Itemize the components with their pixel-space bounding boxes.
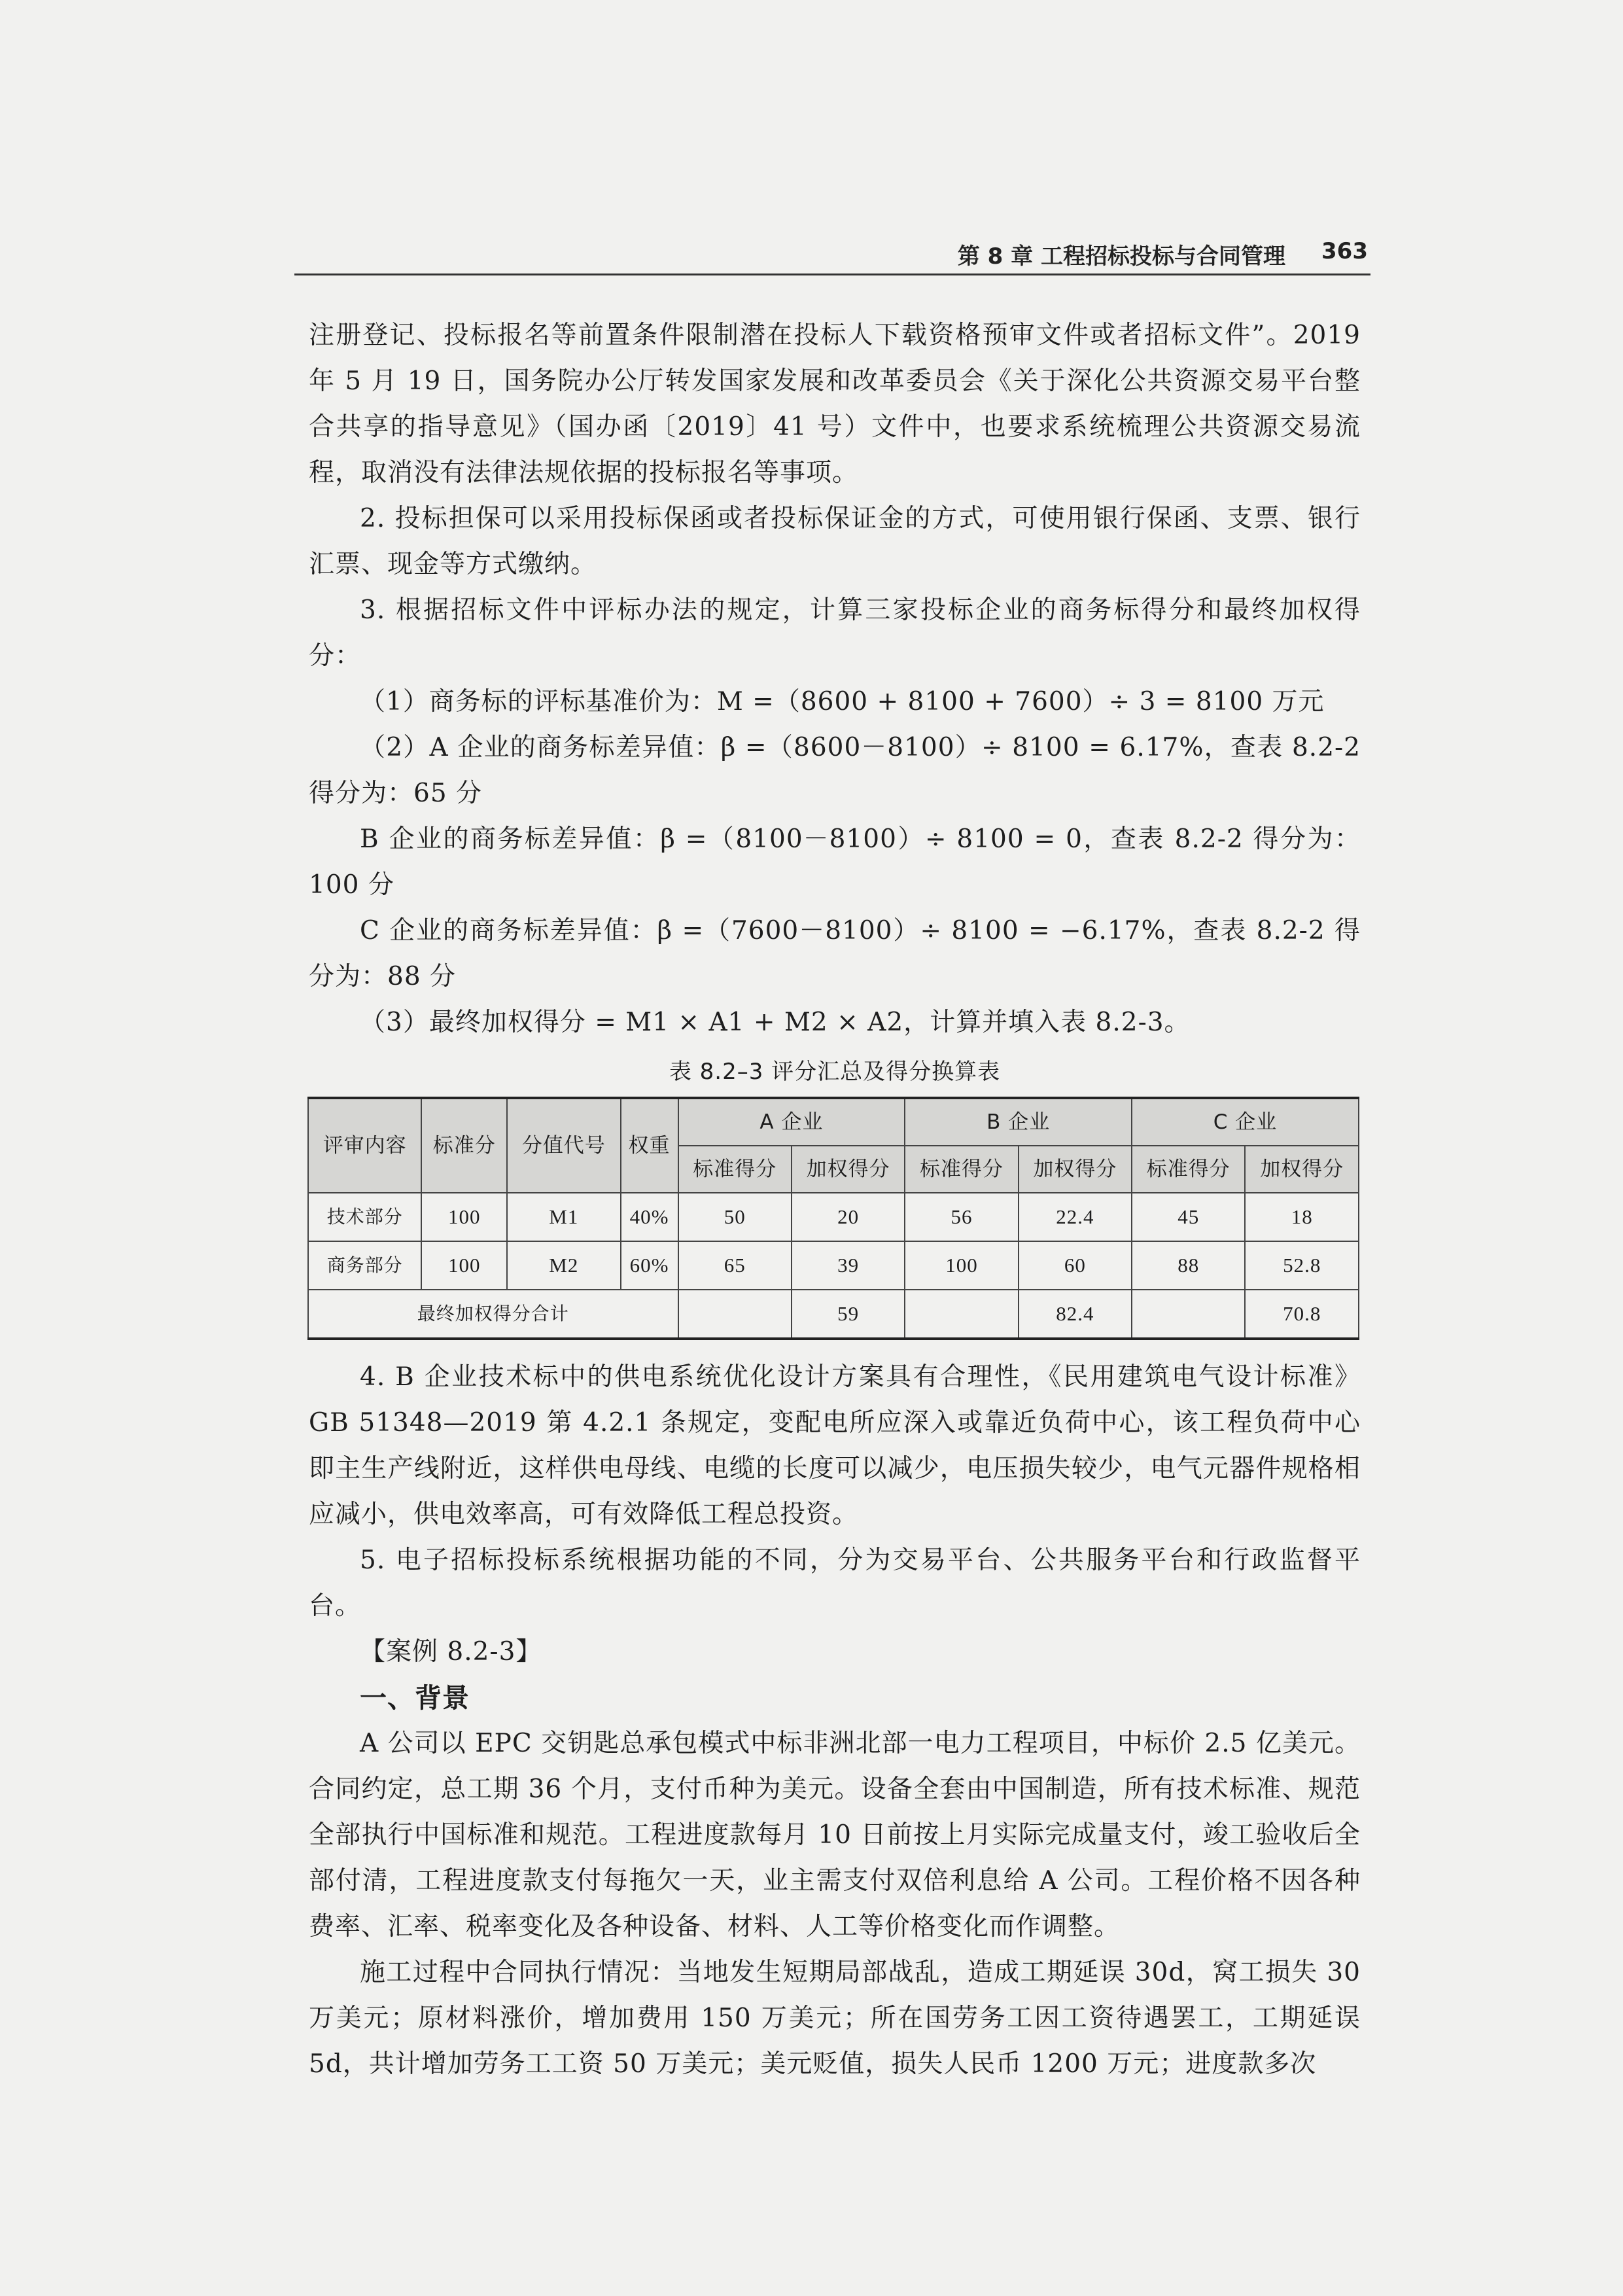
cell-standard: 100 (421, 1241, 507, 1290)
cell-a-weighted: 39 (792, 1241, 905, 1290)
paragraph: B 企业的商务标差异值：β =（8100－8100）÷ 8100 = 0，查表 8.2-2 得分为：100 分 (309, 824, 1361, 900)
paragraph: （2）A 企业的商务标差异值：β =（8600－8100）÷ 8100 = 6.17%，查表 8.2-2 得分为：65 分 (309, 733, 1361, 808)
cell-weight: 60% (621, 1241, 678, 1290)
paragraph: C 企业的商务标差异值：β =（7600－8100）÷ 8100 = −6.17%，查表 8.2-2 得分为：88 分 (309, 916, 1361, 991)
section-heading: 一、背景 (360, 1682, 470, 1714)
paragraph: （3）最终加权得分 = M1 × A1 + M2 × A2，计算并填入表 8.2-3。 (360, 1008, 1191, 1037)
cell-c-total: 70.8 (1245, 1290, 1359, 1339)
paragraph: A 公司以 EPC 交钥匙总承包模式中标非洲北部一电力工程项目，中标价 2.5 亿美元。合同约定，总工期 36 个月，支付币种为美元。设备全套由中国制造，所有技术标准、规范全部执行中国标准和规范。工程进度款每月 10 日前按上月实际完成量支付，竣工验收后全部付清，工程进度款支付每拖欠一天，业主需支付双倍利息给 A 公司。工程价格不因各种费率、汇率、税率变化及各种设备、材料、人工等价格变化而作调整。 (309, 1729, 1361, 1941)
cell-standard: 100 (421, 1193, 507, 1241)
paragraph: 注册登记、投标报名等前置条件限制潜在投标人下载资格预审文件或者招标文件”。2019 年 5 月 19 日，国务院办公厅转发国家发展和改革委员会《关于深化公共资源交易平台整合共享的指导意见》（国办函〔2019〕41 号）文件中，也要求系统梳理公共资源交易流程，取消没有法律法规依据的投标报名等事项。 (309, 321, 1361, 487)
header-code: 分值代号 (507, 1098, 620, 1193)
cell-a-std: 65 (678, 1241, 792, 1290)
cell-empty (905, 1290, 1018, 1339)
header-weight: 权重 (621, 1098, 678, 1193)
cell-c-std: 88 (1132, 1241, 1245, 1290)
table-row (308, 1193, 1359, 1241)
header-weighted-score: 加权得分 (1245, 1146, 1359, 1193)
cell-b-std: 56 (905, 1193, 1018, 1241)
paragraph: 施工过程中合同执行情况：当地发生短期局部战乱，造成工期延误 30d，窝工损失 30 万美元；原材料涨价，增加费用 150 万美元；所在国劳务工因工资待遇罢工，工期延误 5d，共计增加劳务工工资 50 万美元；美元贬值，损失人民币 1200 万元；进度款多次 (309, 1958, 1361, 2079)
header-weighted-score: 加权得分 (1019, 1146, 1132, 1193)
paragraph: 2. 投标担保可以采用投标保函或者投标保证金的方式，可使用银行保函、支票、银行汇票、现金等方式缴纳。 (309, 504, 1361, 579)
cell-b-total: 82.4 (1019, 1290, 1132, 1339)
paragraph: 5. 电子招标投标系统根据功能的不同，分为交易平台、公共服务平台和行政监督平台。 (309, 1545, 1361, 1621)
cell-code: M2 (507, 1241, 620, 1290)
paragraph: （1）商务标的评标基准价为：M =（8600 + 8100 + 7600）÷ 3 = 8100 万元 (360, 687, 1325, 716)
header-std-score: 标准得分 (678, 1146, 792, 1193)
cell-a-total: 59 (792, 1290, 905, 1339)
cell-c-weighted: 52.8 (1245, 1241, 1359, 1290)
cell-a-weighted: 20 (792, 1193, 905, 1241)
cell-empty (678, 1290, 792, 1339)
cell-empty (1132, 1290, 1245, 1339)
page-header (294, 234, 1370, 275)
chapter-title: 第 8 章 工程招标投标与合同管理 (957, 243, 1285, 270)
cell-weight: 40% (621, 1193, 678, 1241)
cell-a-std: 50 (678, 1193, 792, 1241)
case-label: 【案例 8.2-3】 (360, 1637, 542, 1667)
header-std-score: 标准得分 (1132, 1146, 1245, 1193)
header-company-b: B 企业 (905, 1098, 1132, 1146)
header-weighted-score: 加权得分 (792, 1146, 905, 1193)
table-caption: 表 8.2–3 评分汇总及得分换算表 (669, 1059, 1001, 1085)
header-standard: 标准分 (421, 1098, 507, 1193)
row-label: 商务部分 (308, 1241, 421, 1290)
header-review: 评审内容 (308, 1098, 421, 1193)
cell-b-weighted: 22.4 (1019, 1193, 1132, 1241)
header-company-a: A 企业 (678, 1098, 905, 1146)
header-std-score: 标准得分 (905, 1146, 1018, 1193)
page-number: 363 (1321, 238, 1368, 264)
cell-b-weighted: 60 (1019, 1241, 1132, 1290)
table-row (308, 1241, 1359, 1290)
paragraph: 3. 根据招标文件中评标办法的规定，计算三家投标企业的商务标得分和最终加权得分： (309, 595, 1361, 671)
cell-b-std: 100 (905, 1241, 1018, 1290)
page-body (309, 313, 1361, 2087)
cell-code: M1 (507, 1193, 620, 1241)
cell-c-weighted: 18 (1245, 1193, 1359, 1241)
total-label: 最终加权得分合计 (308, 1290, 678, 1339)
table-total-row (308, 1290, 1359, 1339)
paragraph: 4. B 企业技术标中的供电系统优化设计方案具有合理性，《民用建筑电气设计标准》GB 51348—2019 第 4.2.1 条规定，变配电所应深入或靠近负荷中心，该工程负荷中心即主生产线附近，这样供电母线、电缆的长度可以减少，电压损失较少，电气元器件规格相应减小，供电效率高，可有效降低工程总投资。 (309, 1362, 1361, 1529)
header-company-c: C 企业 (1132, 1098, 1359, 1146)
cell-c-std: 45 (1132, 1193, 1245, 1241)
row-label: 技术部分 (308, 1193, 421, 1241)
score-table (307, 1097, 1359, 1340)
